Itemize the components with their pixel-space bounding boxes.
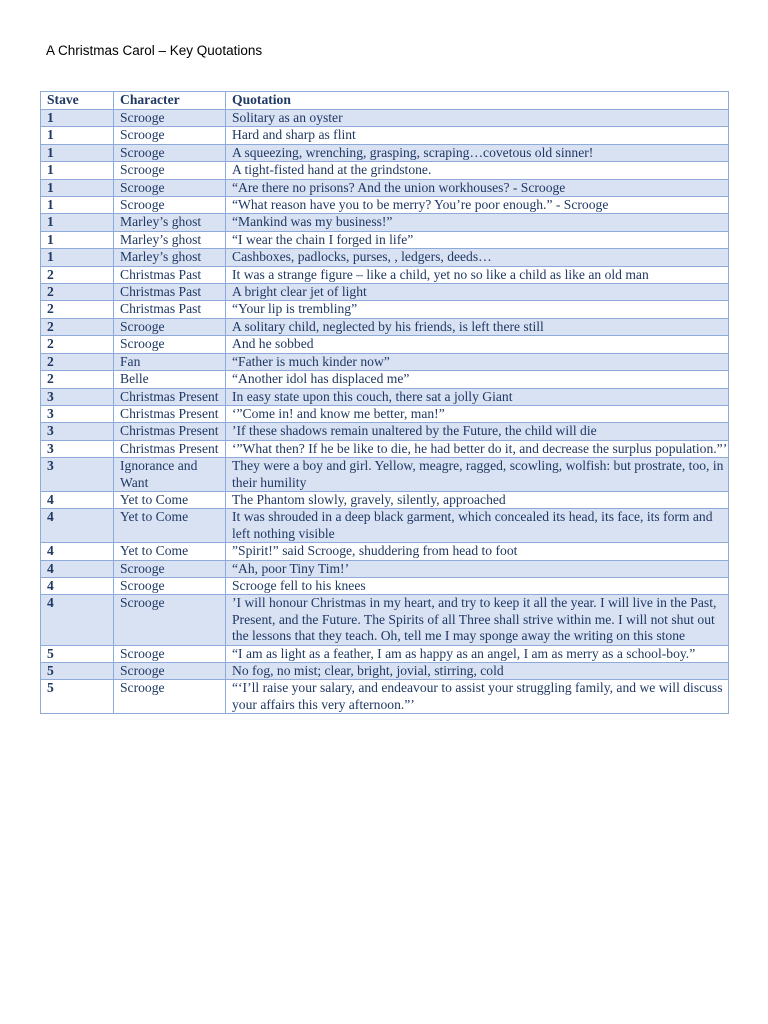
- quotation-cell: “I am as light as a feather, I am as happy as an angel, I am as merry as a school-boy.”: [226, 645, 729, 662]
- character-cell: Marley’s ghost: [114, 214, 226, 231]
- character-cell: Yet to Come: [114, 543, 226, 560]
- table-header-row: [41, 92, 729, 110]
- stave-cell: 1: [41, 197, 114, 214]
- table-row: [41, 388, 729, 405]
- quotation-cell: ”Spirit!” said Scrooge, shuddering from head to foot: [226, 543, 729, 560]
- character-cell: Scrooge: [114, 110, 226, 127]
- character-cell: Fan: [114, 353, 226, 370]
- quotation-cell: “Father is much kinder now”: [226, 353, 729, 370]
- character-cell: Belle: [114, 371, 226, 388]
- character-cell: Marley’s ghost: [114, 231, 226, 248]
- character-cell: Scrooge: [114, 127, 226, 144]
- table-row: [41, 595, 729, 645]
- quotation-cell: “Ah, poor Tiny Tim!’: [226, 560, 729, 577]
- stave-cell: 3: [41, 423, 114, 440]
- document-title: A Christmas Carol – Key Quotations: [46, 43, 263, 58]
- stave-cell: 1: [41, 127, 114, 144]
- quotation-cell: “What reason have you to be merry? You’re poor enough.” - Scrooge: [226, 197, 729, 214]
- character-cell: Scrooge: [114, 680, 226, 714]
- character-cell: Scrooge: [114, 162, 226, 179]
- table-row: [41, 301, 729, 318]
- header-quotation: Quotation: [226, 92, 729, 110]
- stave-cell: 2: [41, 301, 114, 318]
- stave-cell: 4: [41, 595, 114, 645]
- table-row: [41, 162, 729, 179]
- stave-cell: 2: [41, 284, 114, 301]
- stave-cell: 1: [41, 249, 114, 266]
- table-row: [41, 249, 729, 266]
- stave-cell: 1: [41, 179, 114, 196]
- quotation-cell: It was a strange figure – like a child, yet no so like a child as like an old man: [226, 266, 729, 283]
- character-cell: Scrooge: [114, 645, 226, 662]
- quotation-cell: “Mankind was my business!”: [226, 214, 729, 231]
- quotation-cell: “‘I’ll raise your salary, and endeavour to assist your struggling family, and we will discuss your affairs this very afternoon.”’: [226, 680, 729, 714]
- quotation-cell: A tight-fisted hand at the grindstone.: [226, 162, 729, 179]
- table-row: [41, 645, 729, 662]
- table-row: [41, 405, 729, 422]
- table-row: [41, 543, 729, 560]
- stave-cell: 3: [41, 405, 114, 422]
- character-cell: Marley’s ghost: [114, 249, 226, 266]
- stave-cell: 2: [41, 336, 114, 353]
- table-row: [41, 491, 729, 508]
- table-row: [41, 179, 729, 196]
- table-row: [41, 509, 729, 543]
- table-row: [41, 127, 729, 144]
- stave-cell: 2: [41, 353, 114, 370]
- table-row: [41, 371, 729, 388]
- stave-cell: 5: [41, 663, 114, 680]
- table-row: [41, 663, 729, 680]
- quotation-cell: “Are there no prisons? And the union workhouses? - Scrooge: [226, 179, 729, 196]
- stave-cell: 4: [41, 560, 114, 577]
- quotation-cell: Cashboxes, padlocks, purses, , ledgers, deeds…: [226, 249, 729, 266]
- character-cell: Scrooge: [114, 663, 226, 680]
- character-cell: Scrooge: [114, 197, 226, 214]
- stave-cell: 1: [41, 214, 114, 231]
- table-row: [41, 318, 729, 335]
- table-body: [41, 110, 729, 714]
- quotation-cell: ‘”What then? If he be like to die, he had better do it, and decrease the surplus population.”’: [226, 440, 729, 457]
- table-row: [41, 560, 729, 577]
- character-cell: Ignorance and Want: [114, 458, 226, 492]
- character-cell: Christmas Present: [114, 423, 226, 440]
- character-cell: Christmas Past: [114, 301, 226, 318]
- quotation-cell: A squeezing, wrenching, grasping, scraping…covetous old sinner!: [226, 144, 729, 161]
- table-row: [41, 458, 729, 492]
- quotation-cell: It was shrouded in a deep black garment, which concealed its head, its face, its form and left nothing visible: [226, 509, 729, 543]
- stave-cell: 3: [41, 458, 114, 492]
- quotation-cell: Scrooge fell to his knees: [226, 577, 729, 594]
- table-row: [41, 353, 729, 370]
- stave-cell: 2: [41, 371, 114, 388]
- quotation-cell: ’I will honour Christmas in my heart, and try to keep it all the year. I will live in the Past, Present, and the Future. The Spirits of all Three shall strive within me. I will not shut out the lessons that they teach. Oh, tell me I may sponge away the writing on this stone: [226, 595, 729, 645]
- table-row: [41, 284, 729, 301]
- character-cell: Christmas Past: [114, 284, 226, 301]
- stave-cell: 4: [41, 509, 114, 543]
- table-row: [41, 197, 729, 214]
- stave-cell: 2: [41, 266, 114, 283]
- table-row: [41, 214, 729, 231]
- stave-cell: 1: [41, 110, 114, 127]
- quotation-cell: Hard and sharp as flint: [226, 127, 729, 144]
- character-cell: Scrooge: [114, 577, 226, 594]
- quotation-cell: They were a boy and girl. Yellow, meagre, ragged, scowling, wolfish: but prostrate, too, in their humility: [226, 458, 729, 492]
- stave-cell: 3: [41, 388, 114, 405]
- character-cell: Yet to Come: [114, 509, 226, 543]
- character-cell: Scrooge: [114, 336, 226, 353]
- quotation-cell: And he sobbed: [226, 336, 729, 353]
- quotation-cell: The Phantom slowly, gravely, silently, approached: [226, 491, 729, 508]
- character-cell: Scrooge: [114, 318, 226, 335]
- quotation-cell: “Your lip is trembling”: [226, 301, 729, 318]
- quotation-cell: In easy state upon this couch, there sat a jolly Giant: [226, 388, 729, 405]
- character-cell: Scrooge: [114, 595, 226, 645]
- table-row: [41, 577, 729, 594]
- stave-cell: 1: [41, 144, 114, 161]
- table-row: [41, 144, 729, 161]
- quotation-cell: ‘”Come in! and know me better, man!”: [226, 405, 729, 422]
- table-row: [41, 440, 729, 457]
- quotation-cell: Solitary as an oyster: [226, 110, 729, 127]
- table-row: [41, 336, 729, 353]
- character-cell: Christmas Past: [114, 266, 226, 283]
- table-row: [41, 266, 729, 283]
- table-row: [41, 680, 729, 714]
- character-cell: Christmas Present: [114, 388, 226, 405]
- quotation-cell: ’If these shadows remain unaltered by the Future, the child will die: [226, 423, 729, 440]
- table-row: [41, 231, 729, 248]
- character-cell: Scrooge: [114, 144, 226, 161]
- character-cell: Scrooge: [114, 179, 226, 196]
- quotation-cell: A bright clear jet of light: [226, 284, 729, 301]
- quotation-cell: “I wear the chain I forged in life”: [226, 231, 729, 248]
- header-character: Character: [114, 92, 226, 110]
- character-cell: Yet to Come: [114, 491, 226, 508]
- quotation-cell: No fog, no mist; clear, bright, jovial, stirring, cold: [226, 663, 729, 680]
- stave-cell: 5: [41, 680, 114, 714]
- character-cell: Scrooge: [114, 560, 226, 577]
- stave-cell: 2: [41, 318, 114, 335]
- quotations-table: [40, 91, 729, 714]
- stave-cell: 5: [41, 645, 114, 662]
- quotation-cell: “Another idol has displaced me”: [226, 371, 729, 388]
- header-stave: Stave: [41, 92, 114, 110]
- stave-cell: 1: [41, 231, 114, 248]
- stave-cell: 4: [41, 491, 114, 508]
- character-cell: Christmas Present: [114, 405, 226, 422]
- stave-cell: 3: [41, 440, 114, 457]
- table-row: [41, 110, 729, 127]
- table-row: [41, 423, 729, 440]
- quotation-cell: A solitary child, neglected by his friends, is left there still: [226, 318, 729, 335]
- stave-cell: 1: [41, 162, 114, 179]
- character-cell: Christmas Present: [114, 440, 226, 457]
- stave-cell: 4: [41, 577, 114, 594]
- stave-cell: 4: [41, 543, 114, 560]
